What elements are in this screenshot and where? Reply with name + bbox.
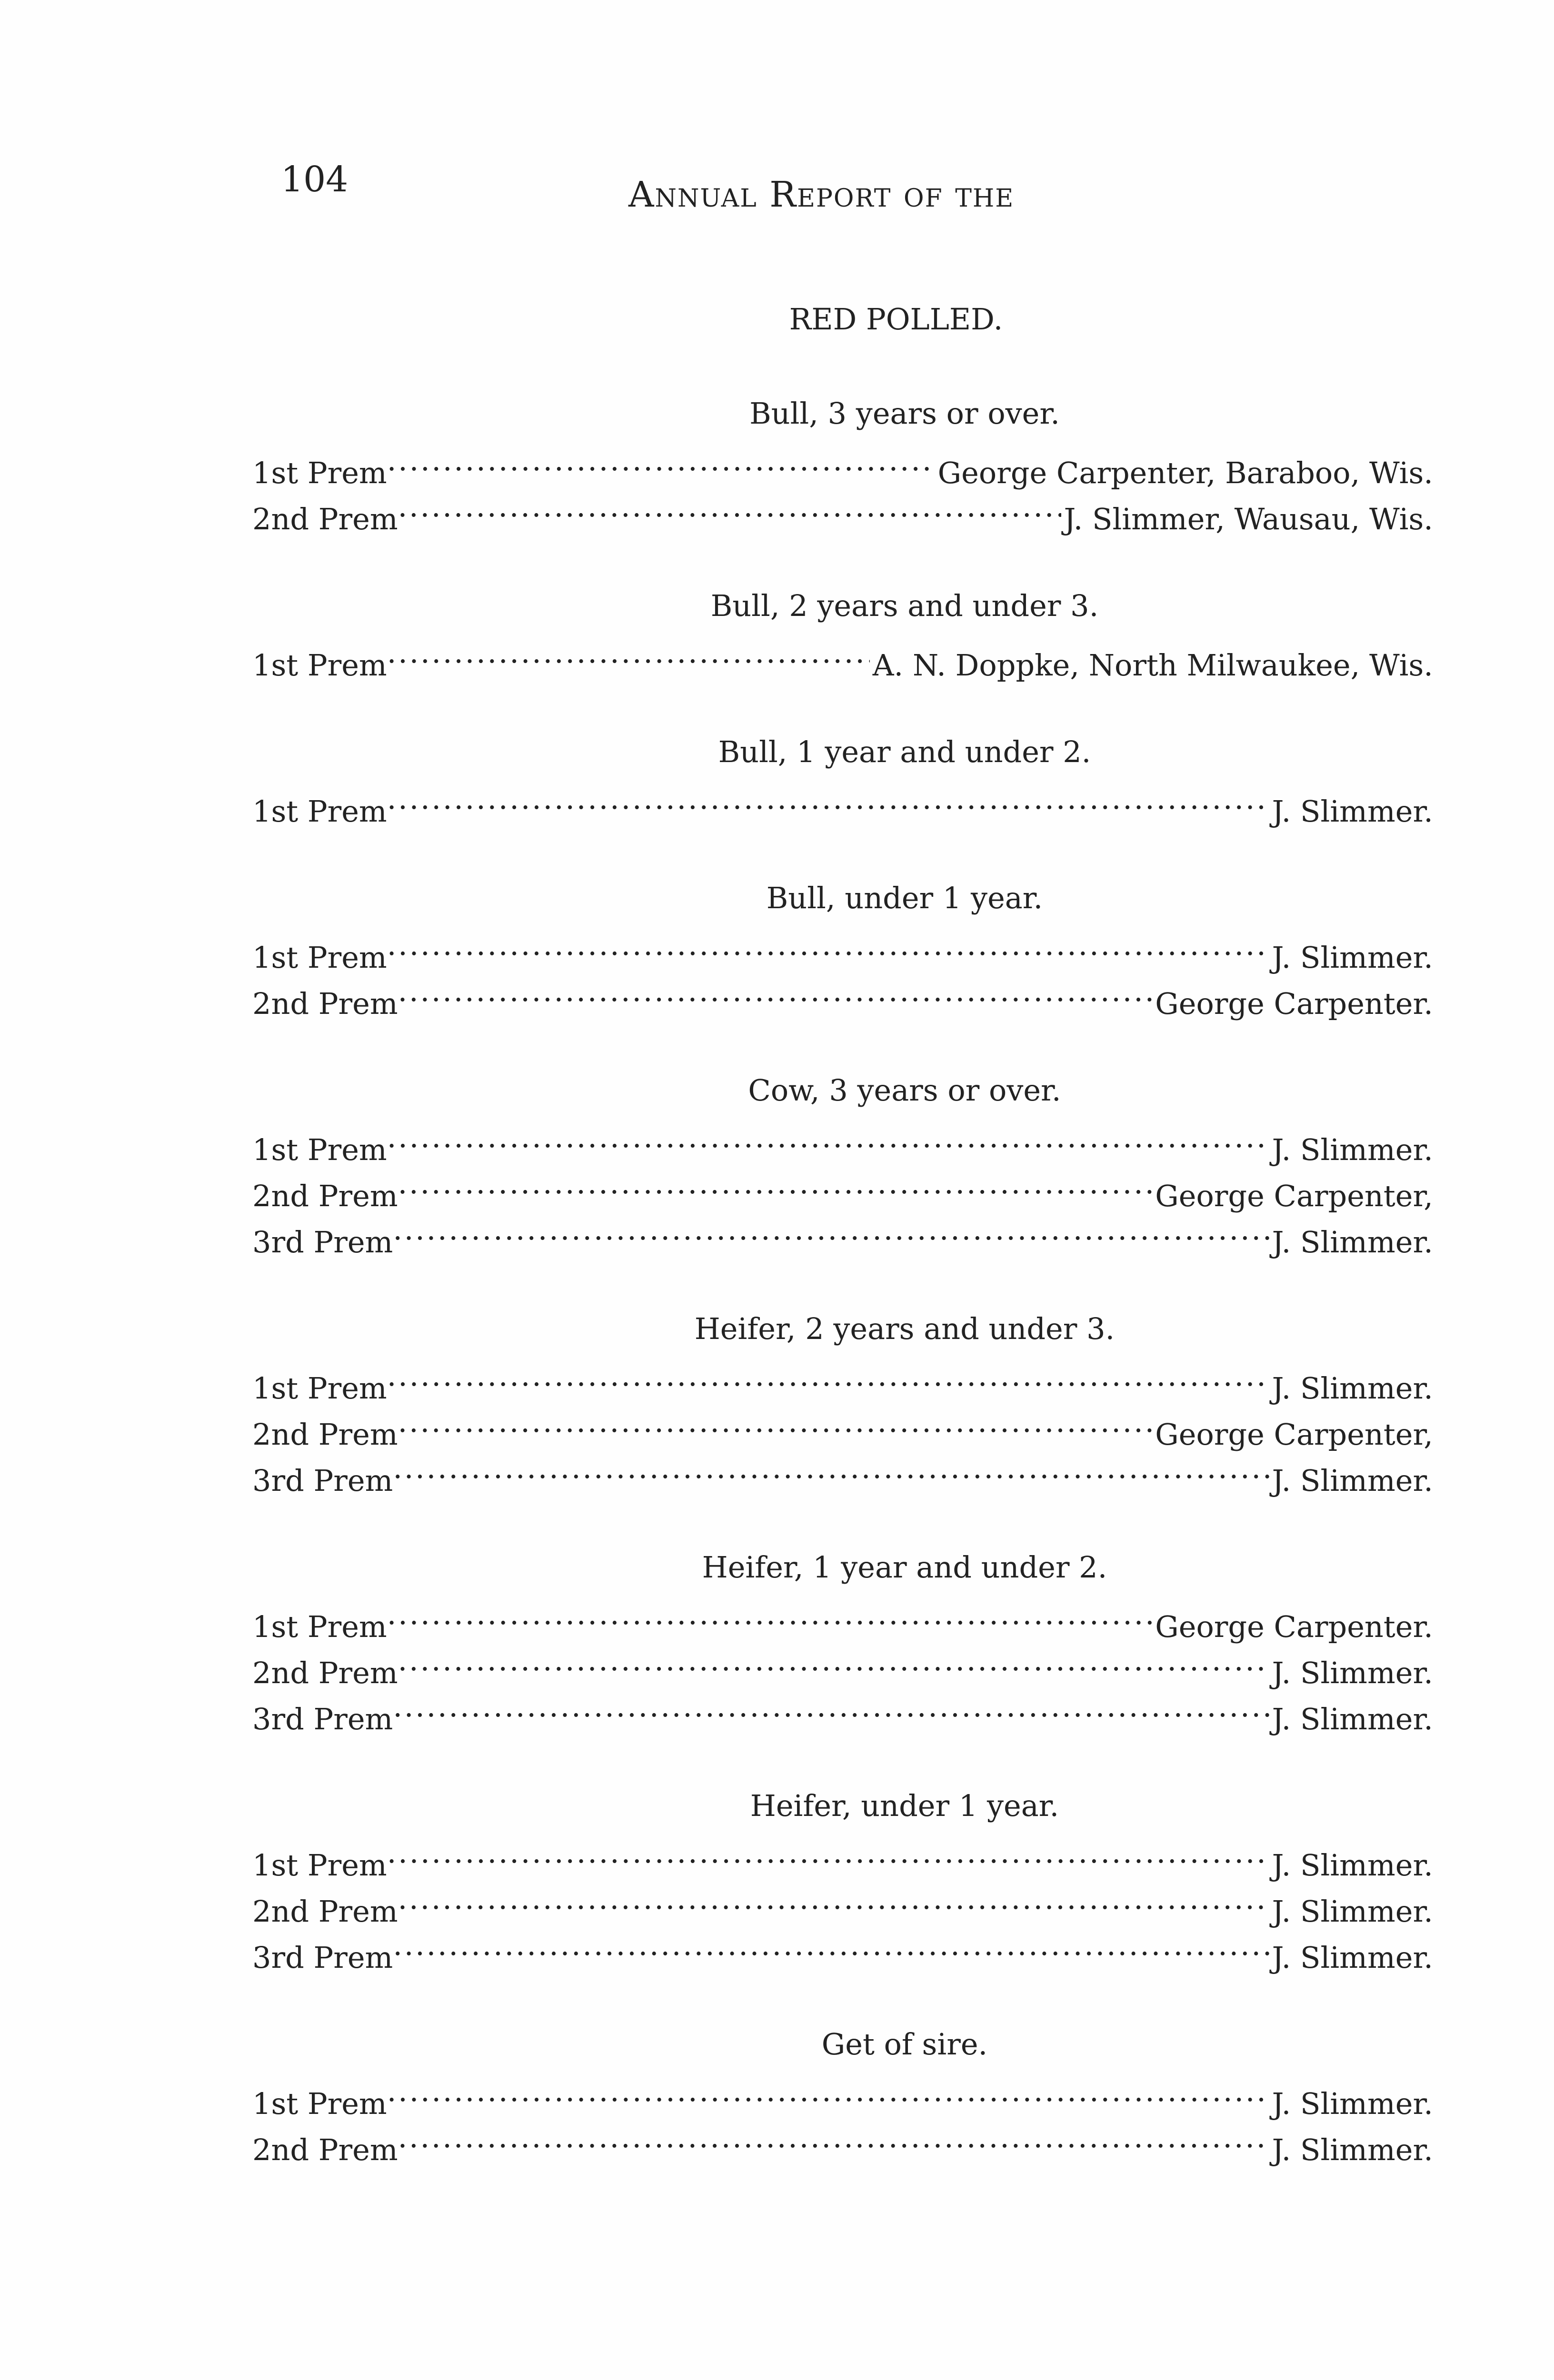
premium-rank: 1st Prem <box>252 1609 387 1644</box>
class-heading: Bull, 2 years and under 3. <box>710 588 1099 623</box>
premium-winner: J. Slimmer. <box>1269 2127 1433 2173</box>
award-class <box>252 1067 1433 1259</box>
premium-winner: J. Slimmer. <box>1269 1650 1433 1696</box>
dot-leader <box>398 1875 1269 1922</box>
premium-rank: 1st Prem <box>252 1132 387 1167</box>
premium-rank: 1st Prem <box>252 940 387 975</box>
premium-list <box>252 390 1433 2167</box>
premium-entry <box>252 775 1433 829</box>
premium-winner: George Carpenter, Baraboo, Wis. <box>935 450 1433 496</box>
premium-rank: 1st Prem <box>252 456 387 490</box>
award-class <box>252 1306 1433 1498</box>
premium-winner: A. N. Doppke, North Milwaukee, Wis. <box>870 642 1433 688</box>
premium-winner: George Carpenter. <box>1152 1604 1433 1650</box>
dot-leader <box>393 1445 1269 1491</box>
premium-entry <box>252 1352 1433 1406</box>
dot-leader <box>387 775 1269 822</box>
premium-winner: J. Slimmer. <box>1269 788 1433 834</box>
premium-entry <box>252 1922 1433 1975</box>
premium-winner: J. Slimmer. <box>1269 1842 1433 1888</box>
dot-leader <box>398 1160 1153 1206</box>
premium-rank: 1st Prem <box>252 794 387 829</box>
premium-winner: J. Slimmer. <box>1269 1696 1433 1742</box>
premium-rank: 2nd Prem <box>252 986 398 1021</box>
premium-entry <box>252 437 1433 490</box>
class-heading: Get of sire. <box>821 2027 988 2062</box>
class-heading: Heifer, under 1 year. <box>750 1788 1059 1823</box>
premium-entry <box>252 1637 1433 1690</box>
premium-winner: George Carpenter. <box>1152 981 1433 1027</box>
dot-leader <box>387 629 870 675</box>
premium-rank: 3rd Prem <box>252 1702 393 1736</box>
award-class <box>252 1544 1433 1736</box>
award-class <box>252 390 1433 536</box>
award-class <box>252 583 1433 683</box>
dot-leader <box>398 1398 1153 1445</box>
premium-entry <box>252 922 1433 975</box>
dot-leader <box>398 2114 1269 2160</box>
class-heading: Bull, 3 years or over. <box>749 396 1060 431</box>
class-spacer <box>252 1252 1433 1306</box>
section-title: RED POLLED. <box>789 302 1003 337</box>
dot-leader <box>387 1829 1269 1875</box>
premium-winner: J. Slimmer. <box>1269 2081 1433 2127</box>
premium-rank: 3rd Prem <box>252 1940 393 1975</box>
premium-rank: 1st Prem <box>252 1848 387 1883</box>
premium-rank: 1st Prem <box>252 1371 387 1406</box>
premium-entry <box>252 1591 1433 1644</box>
dot-leader <box>387 1114 1269 1160</box>
dot-leader <box>393 1922 1269 1968</box>
premium-winner: J. Slimmer. <box>1269 1934 1433 1981</box>
premium-entry <box>252 629 1433 683</box>
dot-leader <box>387 922 1269 968</box>
premium-winner: J. Slimmer. <box>1269 1127 1433 1173</box>
dot-leader <box>387 1352 1269 1398</box>
running-head: Annual Report of the <box>628 174 1015 215</box>
premium-entry <box>252 1206 1433 1259</box>
premium-entry <box>252 1683 1433 1736</box>
premium-rank: 1st Prem <box>252 2086 387 2121</box>
premium-rank: 2nd Prem <box>252 502 398 536</box>
premium-rank: 1st Prem <box>252 648 387 683</box>
page-number: 104 <box>281 159 349 200</box>
dot-leader <box>398 483 1061 529</box>
premium-winner: J. Slimmer. <box>1269 1888 1433 1934</box>
premium-winner: George Carpenter, <box>1152 1173 1433 1219</box>
premium-rank: 2nd Prem <box>252 1179 398 1213</box>
class-spacer <box>252 822 1433 875</box>
dot-leader <box>387 437 935 483</box>
class-heading: Bull, under 1 year. <box>766 881 1043 915</box>
premium-rank: 3rd Prem <box>252 1225 393 1259</box>
award-class <box>252 1783 1433 1975</box>
class-heading: Heifer, 2 years and under 3. <box>694 1311 1115 1346</box>
dot-leader <box>387 2068 1269 2114</box>
premium-entry <box>252 1160 1433 1213</box>
premium-entry <box>252 1875 1433 1929</box>
dot-leader <box>393 1206 1269 1252</box>
dot-leader <box>398 968 1153 1014</box>
premium-entry <box>252 1114 1433 1167</box>
class-heading: Heifer, 1 year and under 2. <box>702 1550 1107 1585</box>
premium-winner: J. Slimmer, Wausau, Wis. <box>1061 496 1433 542</box>
premium-entry <box>252 2068 1433 2121</box>
class-heading: Bull, 1 year and under 2. <box>718 734 1091 769</box>
class-spacer <box>252 1968 1433 2021</box>
premium-entry <box>252 1398 1433 1452</box>
dot-leader <box>398 1637 1269 1683</box>
premium-winner: J. Slimmer. <box>1269 1365 1433 1411</box>
premium-winner: J. Slimmer. <box>1269 1458 1433 1504</box>
class-spacer <box>252 1729 1433 1783</box>
award-class <box>252 729 1433 829</box>
premium-entry <box>252 968 1433 1021</box>
premium-rank: 3rd Prem <box>252 1463 393 1498</box>
premium-entry <box>252 1829 1433 1883</box>
premium-rank: 2nd Prem <box>252 1894 398 1929</box>
premium-rank: 2nd Prem <box>252 2132 398 2167</box>
premium-entry <box>252 1445 1433 1498</box>
premium-rank: 2nd Prem <box>252 1656 398 1690</box>
premium-rank: 2nd Prem <box>252 1417 398 1452</box>
class-spacer <box>252 1491 1433 1544</box>
premium-winner: J. Slimmer. <box>1269 934 1433 981</box>
class-heading: Cow, 3 years or over. <box>748 1073 1061 1108</box>
premium-winner: J. Slimmer. <box>1269 1219 1433 1265</box>
premium-winner: George Carpenter, <box>1152 1411 1433 1458</box>
award-class <box>252 875 1433 1021</box>
dot-leader <box>387 1591 1153 1637</box>
dot-leader <box>393 1683 1269 1729</box>
award-class <box>252 2021 1433 2167</box>
premium-entry <box>252 2114 1433 2167</box>
